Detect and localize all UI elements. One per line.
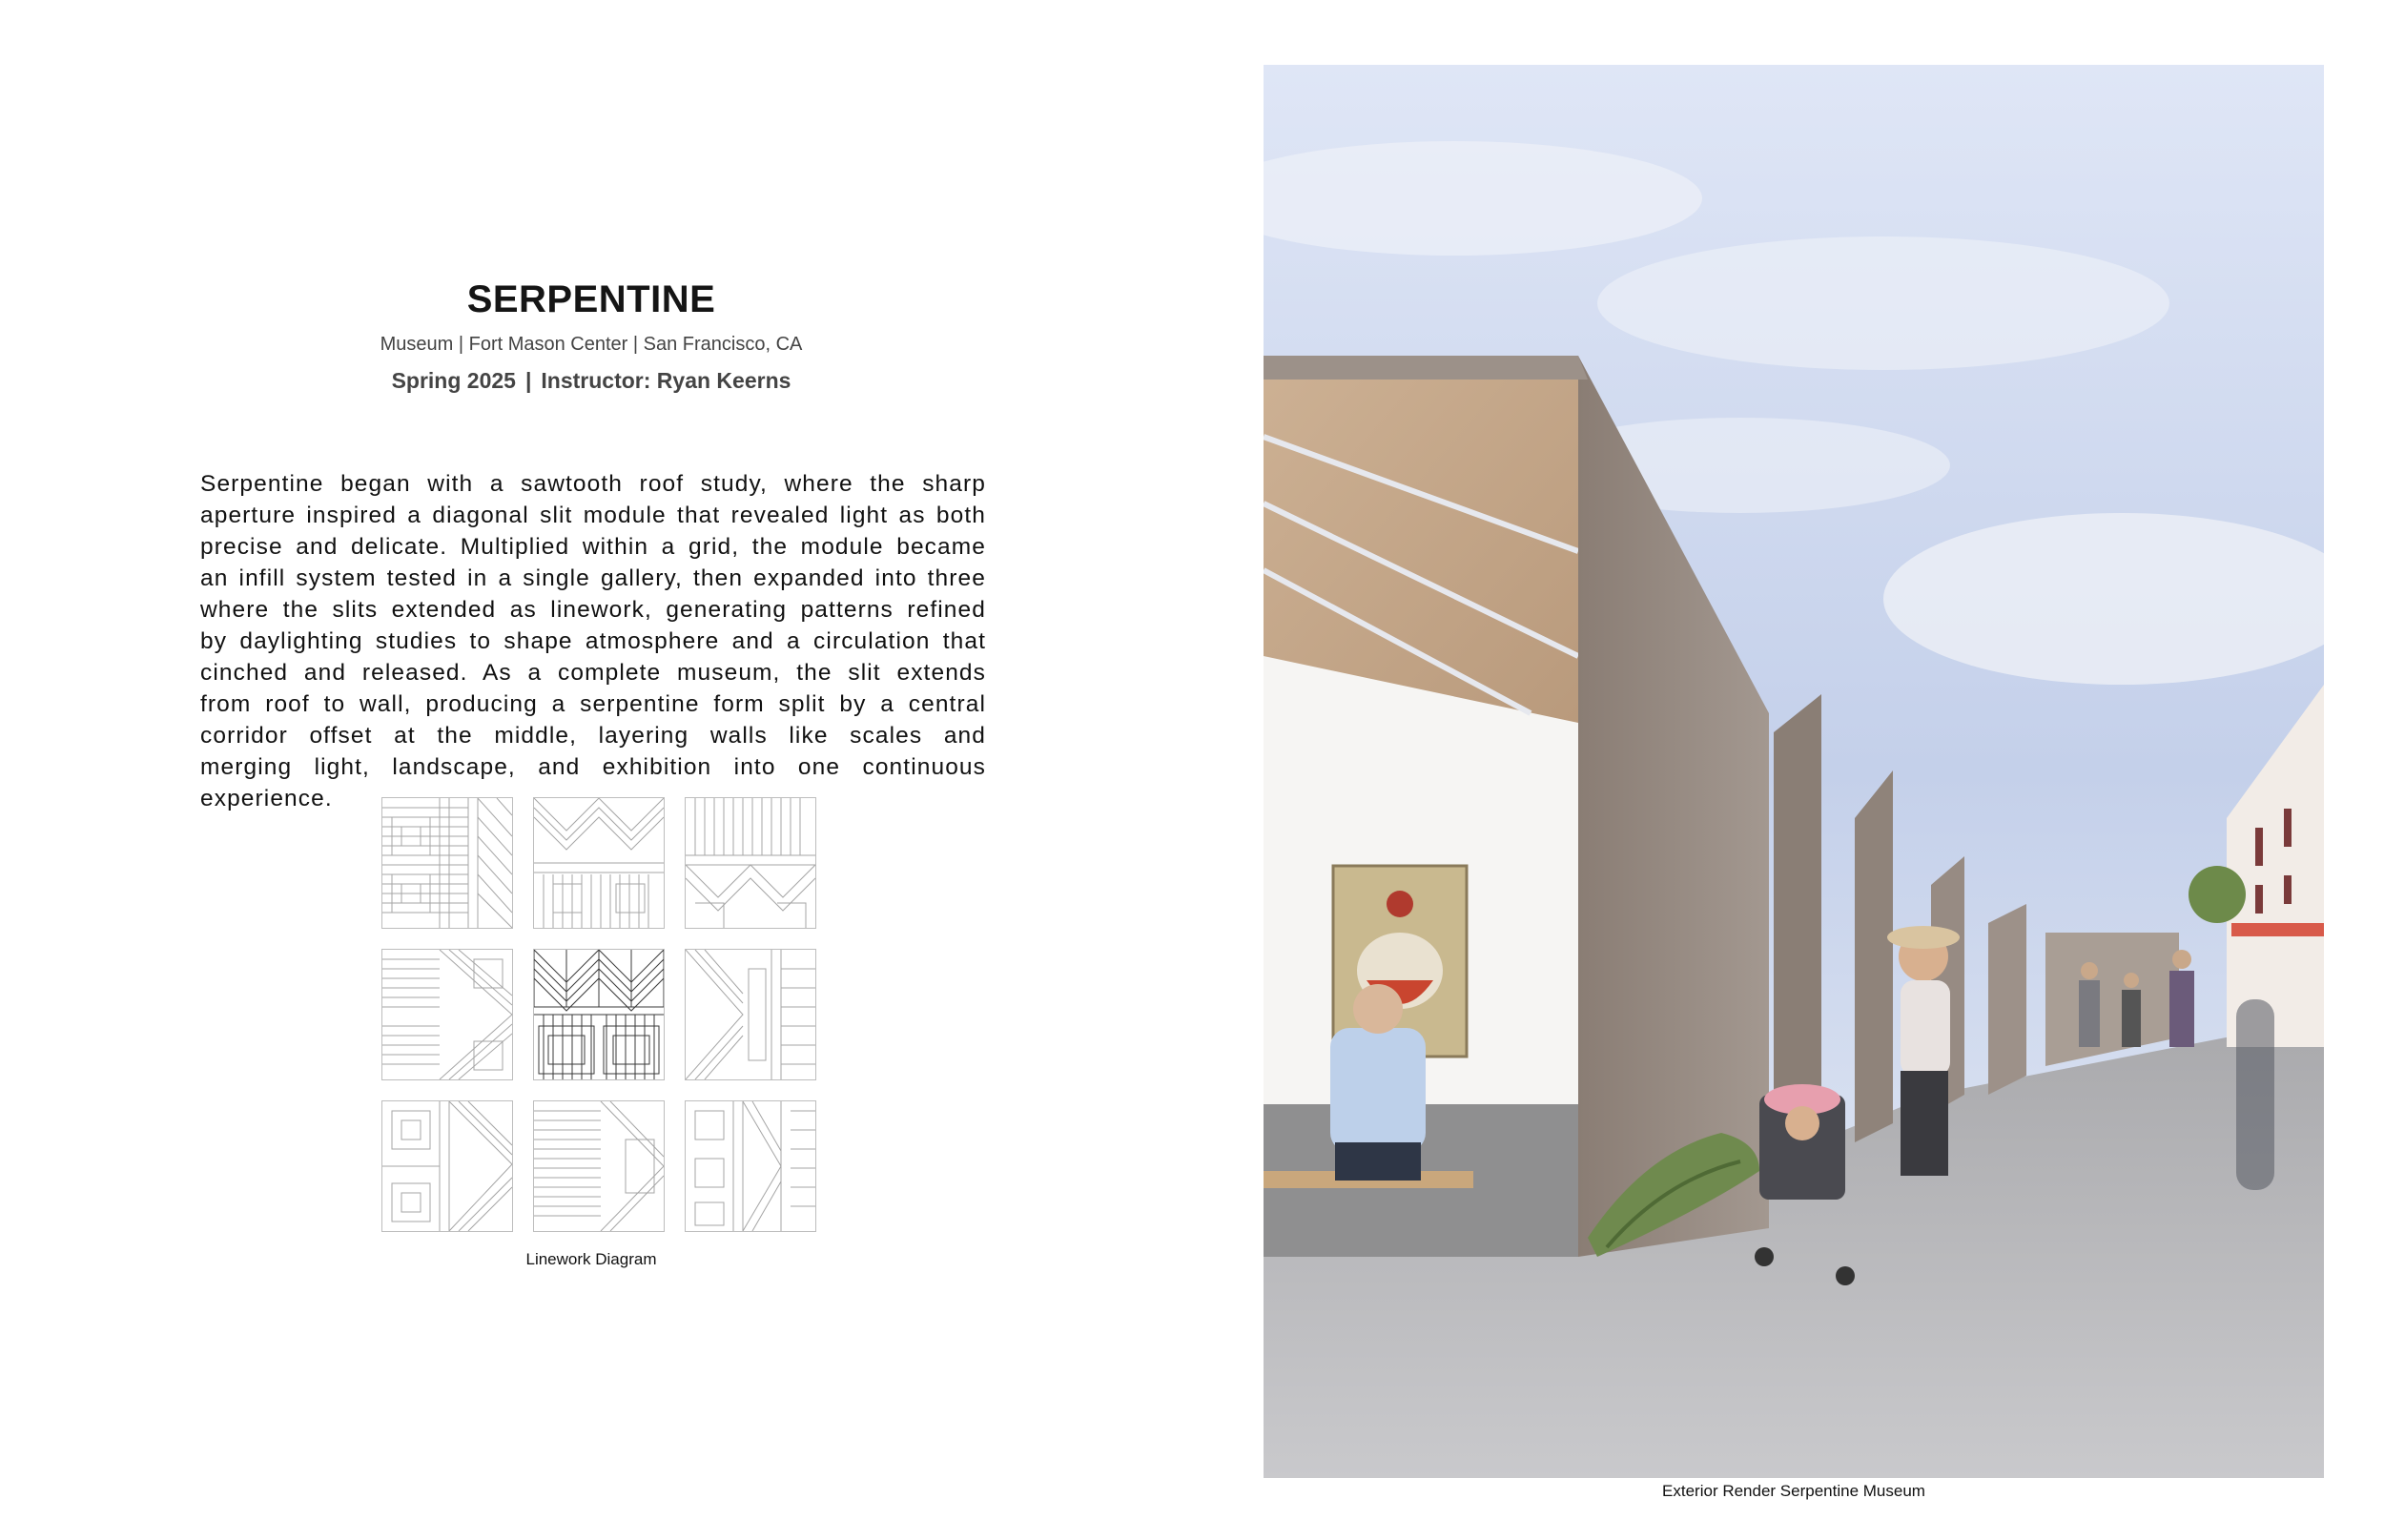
diagram-tile-2 <box>533 797 665 929</box>
diagram-tile-8 <box>533 1100 665 1232</box>
project-description: Serpentine began with a sawtooth roof study, where the sharp aperture inspired a diagonal slit module that revealed light as both precise and delicate. Multiplied within a grid, the module became an infill system tested in a single gallery, then expanded into three where the slits extended as linework, generating patterns refined by daylighting studies to shape atmosphere and a circulation that cinched and released. As a complete museum, the slit extends from roof to wall, producing a serpentine form split by a central corridor offset at the middle, layering walls like scales and merging light, landscape, and exhibition into one continuous experience. <box>200 470 986 811</box>
diagram-tile-7 <box>381 1100 513 1232</box>
diagram-caption: Linework Diagram <box>525 1250 657 1268</box>
diagram-tile-4 <box>381 949 513 1080</box>
project-title: SERPENTINE <box>466 278 716 320</box>
project-instructor: Instructor: Ryan Keerns <box>541 368 791 393</box>
project-term: Spring 2025 <box>391 368 516 393</box>
render-caption: Exterior Render Serpentine Museum <box>1662 1482 1925 1500</box>
diagram-tile-9 <box>685 1100 816 1232</box>
diagram-tile-5-highlighted <box>533 949 665 1080</box>
project-text-column <box>0 0 1182 1540</box>
diagram-tile-6 <box>685 949 816 1080</box>
exterior-render-image <box>1264 65 2324 1478</box>
linework-diagram <box>381 797 816 1232</box>
diagram-tile-1 <box>381 797 513 929</box>
term-separator: | <box>524 368 532 393</box>
diagram-tile-3 <box>685 797 816 929</box>
project-term-line <box>0 368 1182 394</box>
project-subtitle: Museum | Fort Mason Center | San Francisco, CA <box>380 334 803 355</box>
